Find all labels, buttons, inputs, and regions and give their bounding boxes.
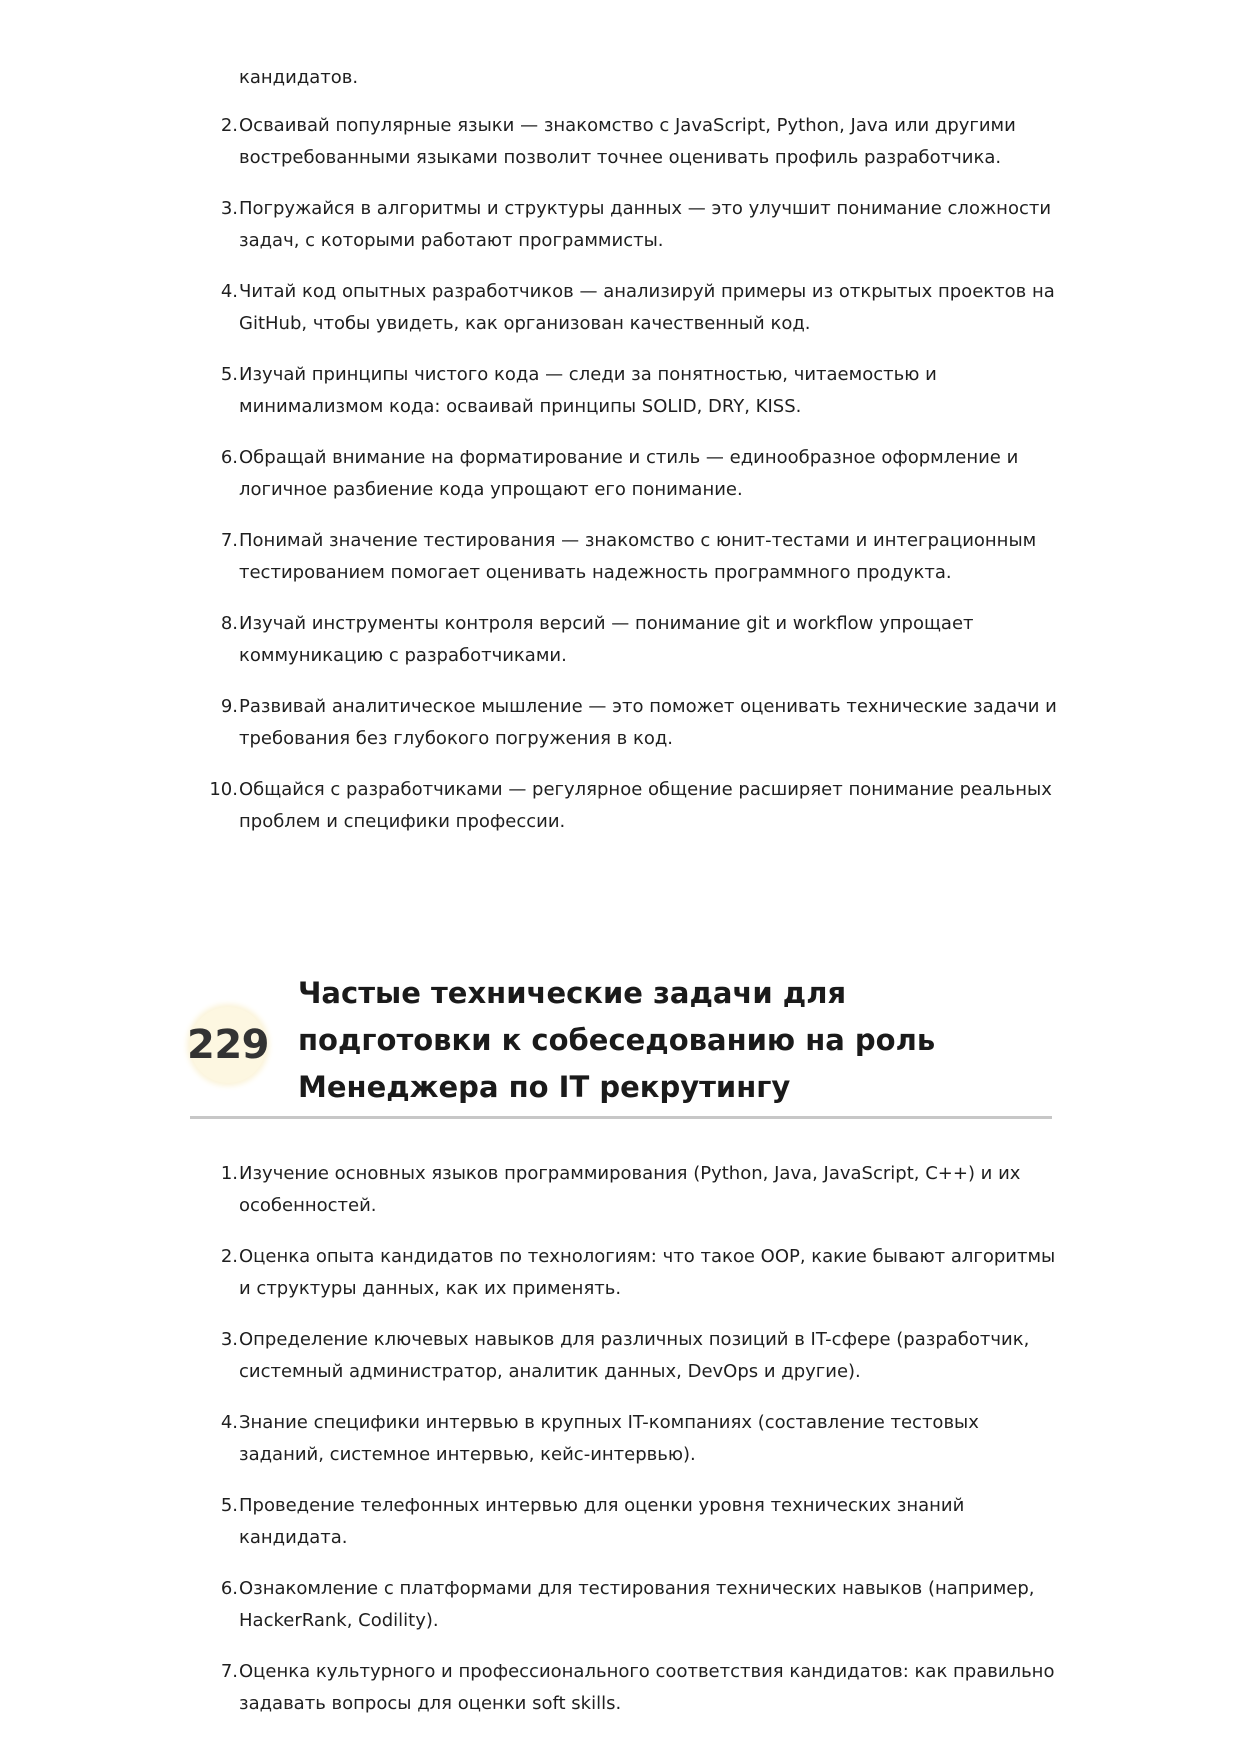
list-item [220, 110, 1069, 174]
list-item-number: 2. [220, 115, 238, 136]
list-item-text: Определение ключевых навыков для различных позиций в IT-сфере (разработчик, системный администратор, аналитик данных, DevOps и другие). [239, 1329, 1030, 1382]
list-item-number: 8. [220, 613, 238, 634]
list-item-number: 4. [220, 281, 238, 302]
list-item-text: Обращай внимание на форматирование и стиль — единообразное оформление и логичное разбиение кода упрощают его понимание. [239, 447, 1019, 500]
list-item-number: 2. [220, 1246, 238, 1267]
list-item-number: 5. [220, 364, 238, 385]
list-item-text: Проведение телефонных интервью для оценки уровня технических знаний кандидата. [239, 1495, 965, 1548]
list-item [220, 1407, 1069, 1471]
list-item [220, 1656, 1069, 1720]
list-item [220, 193, 1069, 257]
list-item [220, 276, 1069, 340]
tips-list [209, 110, 1069, 857]
list-item-text: Знание специфики интервью в крупных IT-компаниях (составление тестовых заданий, системное интервью, кейс-интервью). [239, 1412, 979, 1465]
list-item-number: 10. [209, 779, 238, 800]
list-item-number: 3. [220, 198, 238, 219]
section-divider [190, 1116, 1052, 1119]
list-item-text: Ознакомление с платформами для тестирования технических навыков (например, HackerRank, Codility). [239, 1578, 1035, 1631]
section-header [187, 970, 1052, 1120]
list-item [220, 1490, 1069, 1554]
list-item-number: 6. [220, 447, 238, 468]
list-item-text: Оценка опыта кандидатов по технологиям: что такое OOP, какие бывают алгоритмы и структуры данных, как их применять. [239, 1246, 1056, 1299]
list-item [220, 608, 1069, 672]
list-item [220, 1573, 1069, 1637]
list-item [220, 525, 1069, 589]
list-item [220, 1241, 1069, 1305]
list-item-text: Оценка культурного и профессионального соответствия кандидатов: как правильно задавать вопросы для оценки soft skills. [239, 1661, 1055, 1714]
list-item-text: Изучай инструменты контроля версий — понимание git и workflow упрощает коммуникацию с разработчиками. [239, 613, 974, 666]
list-item [220, 1158, 1069, 1222]
list-item-number: 7. [220, 530, 238, 551]
list-item-text: Читай код опытных разработчиков — анализируй примеры из открытых проектов на GitHub, чтобы увидеть, как организован качественный код. [239, 281, 1055, 334]
list-item-text: Осваивай популярные языки — знакомство с JavaScript, Python, Java или другими востребованными языками позволит точнее оценивать профиль разработчика. [239, 115, 1016, 168]
list-item-number: 6. [220, 1578, 238, 1599]
list-item-text: Развивай аналитическое мышление — это поможет оценивать технические задачи и требования без глубокого погружения в код. [239, 696, 1057, 749]
list-item-text: Понимай значение тестирования — знакомство с юнит-тестами и интеграционным тестированием помогает оценивать надежность программного продукта. [239, 530, 1037, 583]
list-item-number: 1. [220, 1163, 238, 1184]
list-item [220, 1324, 1069, 1388]
section-number-badge [187, 1007, 269, 1083]
list-item-text: Изучение основных языков программирования (Python, Java, JavaScript, C++) и их особенностей. [239, 1163, 1021, 1216]
tasks-list [220, 1158, 1069, 1739]
list-item-text: Погружайся в алгоритмы и структуры данных — это улучшит понимание сложности задач, с которыми работают программисты. [239, 198, 1052, 251]
list-item-number: 4. [220, 1412, 238, 1433]
list-item [220, 691, 1069, 755]
list-item-number: 3. [220, 1329, 238, 1350]
list-item-text: Изучай принципы чистого кода — следи за понятностью, читаемостью и минимализмом кода: осваивай принципы SOLID, DRY, KISS. [239, 364, 937, 417]
list-item-number: 9. [220, 696, 238, 717]
list-item [220, 359, 1069, 423]
list-item-continuation: кандидатов. [239, 67, 359, 88]
list-item-number: 5. [220, 1495, 238, 1516]
list-item-number: 7. [220, 1661, 238, 1682]
section-title: Частые технические задачи для подготовки к собеседованию на роль Менеджера по IT рекрутингу [298, 976, 936, 1104]
list-item [220, 442, 1069, 506]
list-item [209, 774, 1069, 838]
list-item-text: Общайся с разработчиками — регулярное общение расширяет понимание реальных проблем и специфики профессии. [239, 779, 1052, 832]
section-number: 229 [187, 1022, 269, 1068]
